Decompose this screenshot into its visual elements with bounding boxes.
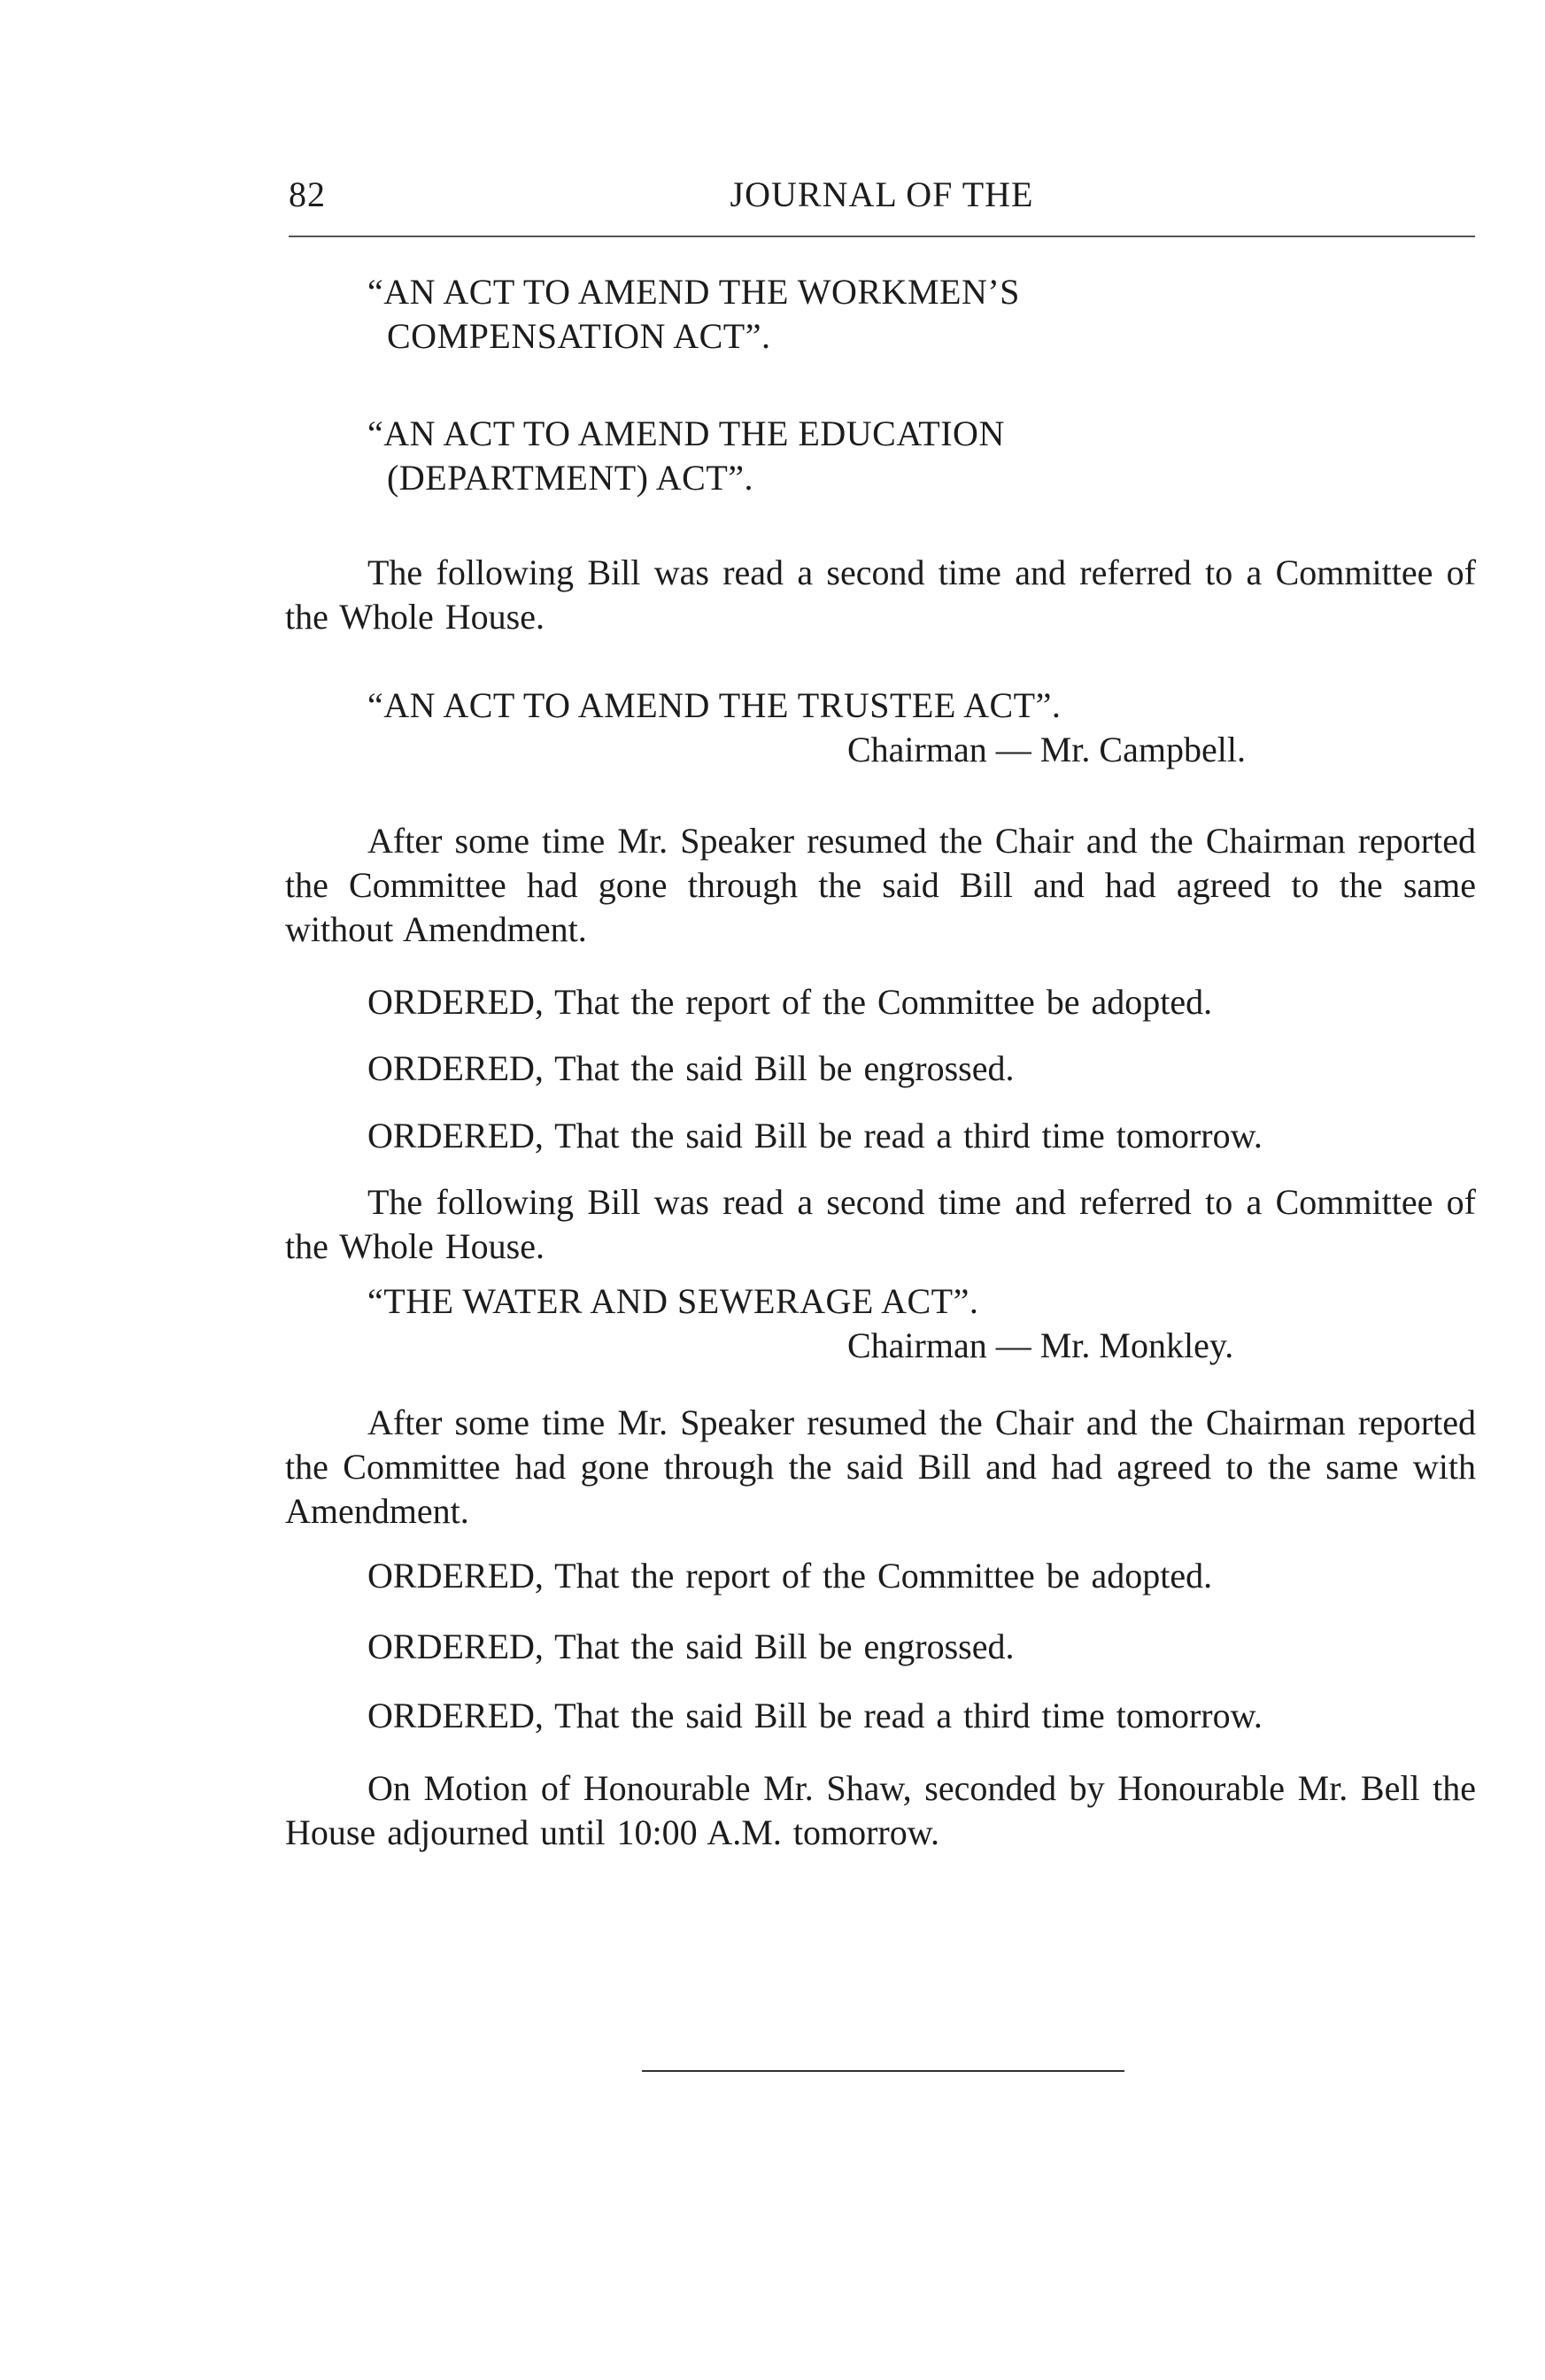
ordered-report-adopted-2: ORDERED, That the report of the Committee be adopted. bbox=[367, 1556, 1213, 1596]
ordered-third-reading-1: ORDERED, That the said Bill be read a third time tomorrow. bbox=[367, 1116, 1263, 1155]
ordered-engrossed-2: ORDERED, That the said Bill be engrossed. bbox=[367, 1627, 1015, 1666]
ordered-third-reading-2: ORDERED, That the said Bill be read a third time tomorrow. bbox=[367, 1696, 1263, 1735]
bill-title-workmens-compensation: “AN ACT TO AMEND THE WORKMEN’S COMPENSATION ACT”. bbox=[367, 272, 1020, 356]
paragraph-committee-report-1: After some time Mr. Speaker resumed the Chair and the Chairman reported the Committee had gone through the said Bill and had agreed to the same without Amendment. bbox=[285, 821, 1476, 949]
page-number: 82 bbox=[289, 174, 326, 214]
paragraph-second-reading-2: The following Bill was read a second time and referred to a Committee of the Whole House. bbox=[285, 1182, 1476, 1266]
end-rule bbox=[642, 2070, 1124, 2072]
chairman-monkley: Chairman — Mr. Monkley. bbox=[847, 1325, 1234, 1365]
paragraph-committee-report-2: After some time Mr. Speaker resumed the Chair and the Chairman reported the Committee had gone through the said Bill and had agreed to the same with Amendment. bbox=[285, 1402, 1476, 1531]
bill-title-water-sewerage: “THE WATER AND SEWERAGE ACT”. bbox=[367, 1281, 979, 1321]
bill-title-trustee: “AN ACT TO AMEND THE TRUSTEE ACT”. bbox=[367, 685, 1062, 725]
page-header bbox=[289, 174, 1475, 227]
chairman-campbell: Chairman — Mr. Campbell. bbox=[847, 730, 1246, 769]
paragraph-second-reading-1: The following Bill was read a second time and referred to a Committee of the Whole House. bbox=[285, 552, 1476, 637]
header-rule bbox=[289, 236, 1475, 237]
bill-title-education-department: “AN ACT TO AMEND THE EDUCATION (DEPARTMENT) ACT”. bbox=[367, 413, 1005, 498]
ordered-engrossed-1: ORDERED, That the said Bill be engrossed. bbox=[367, 1048, 1015, 1088]
paragraph-adjournment: On Motion of Honourable Mr. Shaw, seconded by Honourable Mr. Bell the House adjourned until 10:00 A.M. tomorrow. bbox=[285, 1768, 1476, 1852]
running-head: JOURNAL OF THE bbox=[730, 174, 1034, 214]
ordered-report-adopted-1: ORDERED, That the report of the Committee be adopted. bbox=[367, 982, 1213, 1022]
